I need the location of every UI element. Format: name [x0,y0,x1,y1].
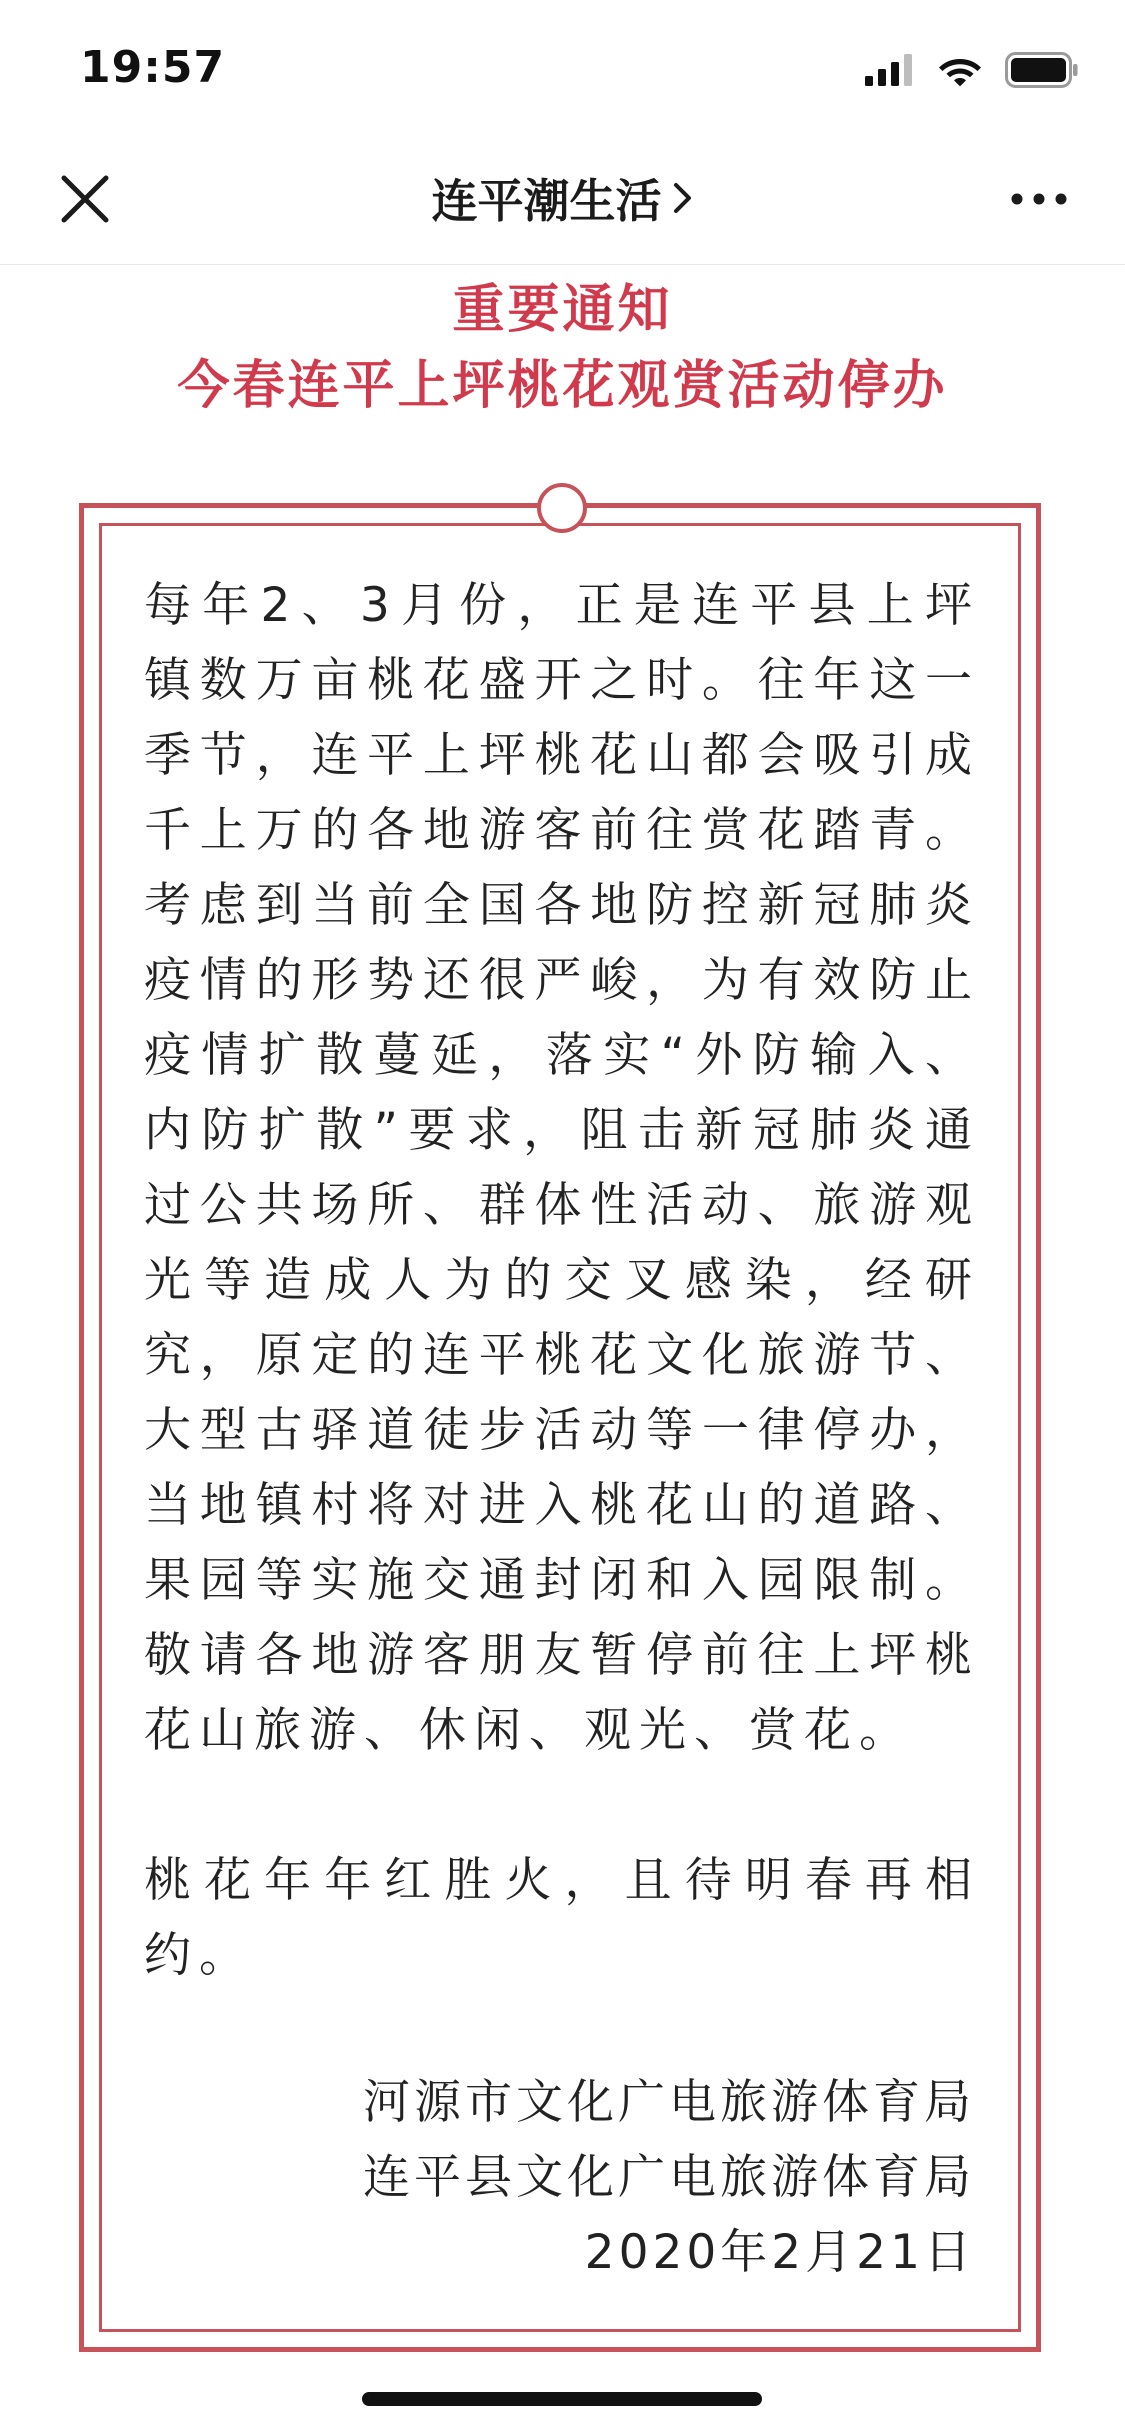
headline-title: 今春连平上坪桃花观赏活动停办 [177,356,948,416]
notice-closing-paragraph: 桃花年年红胜火，且待明春再相约。 [144,1853,980,1983]
nav-bar [0,132,1125,265]
signature-municipal-bureau: 河源市文化广电旅游体育局 [363,2075,975,2130]
notice-paragraph: 每年2、3月份，正是连平县上坪镇数万亩桃花盛开之时。往年这一季节，连平上坪桃花山都会吸引成千上万的各地游客前往赏花踏青。考虑到当前全国各地防控新冠肺炎疫情的形势还很严峻，为有效防止疫情扩散蔓延，落实“外防输入、内防扩散”要求，阻击新冠肺炎通过公共场所、群体性活动、旅游观光等造成人为的交叉感染，经研究，原定的连平桃花文化旅游节、大型古驿道徒步活动等一律停办，当地镇村将对进入桃花山的道路、果园等实施交通封闭和入园限制。敬请各地游客朋友暂停前往上坪桃花山旅游、休闲、观光、赏花。 [144,578,980,1758]
battery-icon [1005,52,1079,88]
close-icon[interactable] [58,172,112,226]
signature-county-bureau: 连平县文化广电旅游体育局 [363,2150,975,2205]
account-title: 连平潮生活 [431,174,662,228]
notice-date: 2020年2月21日 [584,2225,975,2280]
status-icons [865,50,1079,90]
frame-ornament-circle [537,483,587,533]
headline-notice: 重要通知 [452,280,673,340]
account-title-button[interactable] [432,165,694,231]
headline [0,272,1125,424]
notice-body [144,568,980,1993]
status-time: 19:57 [80,42,226,93]
wifi-icon [937,53,983,87]
more-icon[interactable] [1009,184,1069,214]
home-indicator[interactable] [362,2392,762,2406]
status-bar [0,0,1125,132]
signature-block [363,2065,975,2290]
chevron-right-icon [672,179,694,217]
nav-title-wrap [0,132,1125,264]
signal-icon [865,54,915,86]
